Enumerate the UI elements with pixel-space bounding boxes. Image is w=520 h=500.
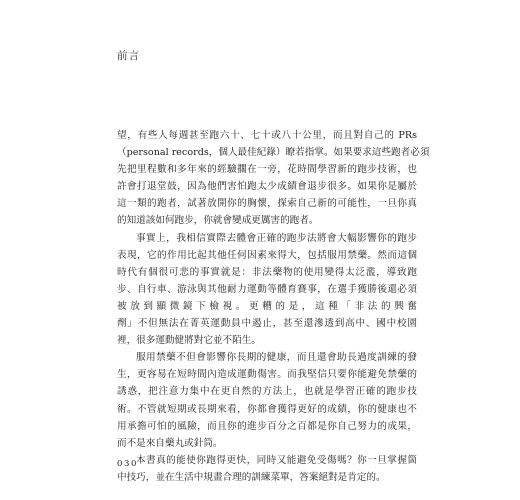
- text-line: 事實上，我相信實際去體會正確的跑步法將會大幅影響你的跑步: [136, 232, 417, 244]
- text-line: 先把里程數和多年來的經驗擱在一旁，花時間學習新的跑步技術，也: [117, 164, 417, 176]
- text-line: 被放到顯微鏡下檢視。更糟的是，這種「非法的興奮: [117, 300, 417, 312]
- paragraph-4: [117, 452, 417, 486]
- text-line: 服用禁藥不但會影響你長期的健康，而且還會助長過度訓練的發: [136, 352, 417, 364]
- text-line: 望，有些人每週甚至跑六十、七十或八十公里，而且對自己的 PRs: [117, 130, 417, 141]
- text-line: 時代有個很可悲的事實就是：非法藥物的使用變得太泛濫，導致跑: [117, 266, 417, 278]
- text-line: 劑」不但無法在菁英運動員中遏止，甚至還滲透到高中、國中校園: [117, 318, 417, 330]
- text-line: 用承擔可怕的風險，而且你的進步百分之百都是你自己努力的成果，: [117, 420, 417, 432]
- text-line: 本書真的能使你跑得更快，同時又能避免受傷嗎？你一旦掌握箇: [136, 454, 417, 466]
- text-line: 裡，很多運動健將對它並不陌生。: [117, 335, 261, 347]
- page-number: 030: [117, 459, 139, 469]
- text-line: 術。不管就短期或長期來看，你都會獲得更好的成績，你的健康也不: [117, 403, 417, 415]
- paragraph-1: [117, 127, 430, 230]
- text-line: 的知道該如何跑步，你就會變成更厲害的跑者。: [117, 215, 319, 227]
- text-line: 步、自行車、游泳與其他耐力運動等體育賽事，在選手獲勝後還必須: [117, 283, 417, 295]
- paragraph-2: [117, 230, 417, 350]
- body-text: [117, 127, 430, 486]
- text-line: 表現，它的作用比起其他任何因素來得大，包括服用禁藥。然而這個: [117, 249, 417, 261]
- text-line: 誘惑，把注意力集中在更自然的方法上，也就是學習正確的跑步技: [117, 386, 417, 398]
- text-line: 生，更容易在短時間內造成運動傷害。而我堅信只要你能避免禁藥的: [117, 369, 417, 381]
- text-line: 這一類的跑者，試著放開你的胸懷，探索自己新的可能性，一旦你真: [117, 198, 417, 210]
- text-line: （personal records，個人最佳紀錄）瞭若指掌。如果要求這些跑者必須: [117, 147, 430, 159]
- text-line: 許會打退堂鼓，因為他們害怕跑太少成績會退步很多。如果你是屬於: [117, 181, 417, 193]
- text-line: 中技巧，並在生活中規畫合理的訓練菜單，答案絕對是肯定的。: [117, 471, 386, 483]
- text-line: 而不是來自藥丸或針筒。: [117, 437, 223, 449]
- paragraph-3: [117, 349, 417, 452]
- running-head: 前言: [117, 50, 140, 62]
